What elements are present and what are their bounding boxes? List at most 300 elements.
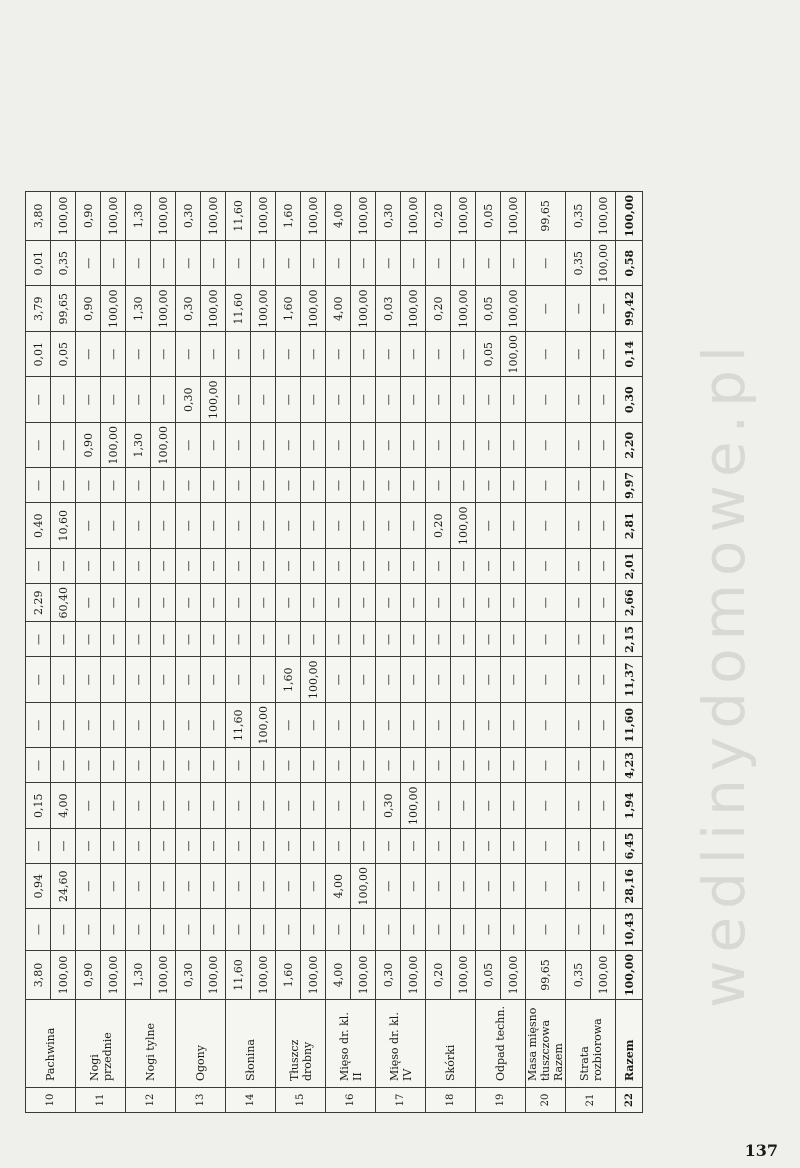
table-cell: — xyxy=(401,548,426,583)
row-label: Mięso dr. kl. IV xyxy=(376,1000,426,1088)
table-cell: 99,65 xyxy=(526,191,566,240)
table-cell: — xyxy=(426,783,451,829)
table-cell: — xyxy=(276,503,301,549)
table-cell: — xyxy=(351,702,376,748)
table-cell: 9,97 xyxy=(616,468,643,503)
table-cell: — xyxy=(476,622,501,657)
table-cell: 28,16 xyxy=(616,863,643,909)
table-cell: — xyxy=(351,657,376,703)
table-cell: 0,90 xyxy=(76,422,101,468)
table-cell: — xyxy=(476,657,501,703)
table-cell: — xyxy=(126,909,151,950)
table-cell: — xyxy=(351,468,376,503)
table-cell: — xyxy=(591,657,616,703)
table-cell: — xyxy=(401,702,426,748)
table-row xyxy=(376,191,401,1112)
table-cell: 100,00 xyxy=(401,286,426,332)
table-cell: — xyxy=(451,240,476,286)
table-cell: 1,60 xyxy=(276,286,301,332)
table-cell: — xyxy=(26,702,51,748)
table-cell: — xyxy=(451,622,476,657)
table-cell: — xyxy=(451,468,476,503)
table-cell: 0,30 xyxy=(616,377,643,423)
table-cell: — xyxy=(476,909,501,950)
table-cell: — xyxy=(151,702,176,748)
row-label: Nogi tylne xyxy=(126,1000,176,1088)
table-cell: — xyxy=(151,748,176,783)
table-cell: 0,20 xyxy=(426,286,451,332)
table-cell: — xyxy=(401,422,426,468)
table-cell: — xyxy=(566,468,591,503)
table-cell: — xyxy=(426,422,451,468)
table-cell: — xyxy=(276,702,301,748)
table-cell: — xyxy=(101,863,126,909)
table-cell: — xyxy=(301,377,326,423)
table-cell: — xyxy=(501,377,526,423)
table-cell: — xyxy=(26,548,51,583)
table-cell: — xyxy=(251,331,276,377)
table-cell: — xyxy=(376,331,401,377)
table-cell: 100,00 xyxy=(501,191,526,240)
table-cell: — xyxy=(176,583,201,622)
table-row xyxy=(566,191,591,1112)
table-cell: — xyxy=(226,748,251,783)
row-number: 22 xyxy=(616,1088,643,1113)
table-cell: — xyxy=(351,622,376,657)
table-cell: 4,23 xyxy=(616,748,643,783)
table-cell: 99,65 xyxy=(51,286,76,332)
table-cell: 0,30 xyxy=(176,191,201,240)
table-row xyxy=(126,191,151,1112)
table-cell: — xyxy=(326,583,351,622)
table-cell: — xyxy=(376,702,401,748)
table-cell: — xyxy=(401,622,426,657)
table-cell: 100,00 xyxy=(251,191,276,240)
row-label: Razem xyxy=(616,1000,643,1088)
table-cell: — xyxy=(451,331,476,377)
table-row xyxy=(426,191,451,1112)
table-cell: — xyxy=(476,748,501,783)
table-cell: — xyxy=(526,909,566,950)
table-cell: — xyxy=(376,583,401,622)
table-cell: — xyxy=(376,828,401,863)
table-cell: 0,35 xyxy=(51,240,76,286)
table-cell: 2,81 xyxy=(616,503,643,549)
table-cell: 100,00 xyxy=(451,286,476,332)
table-cell: 11,60 xyxy=(226,702,251,748)
table-cell: — xyxy=(276,583,301,622)
table-cell: — xyxy=(376,909,401,950)
table-cell: 3,79 xyxy=(26,286,51,332)
table-cell: — xyxy=(76,657,101,703)
table-cell: — xyxy=(351,828,376,863)
table-cell: 100,00 xyxy=(591,950,616,999)
table-cell: — xyxy=(526,828,566,863)
table-cell: 100,00 xyxy=(251,286,276,332)
table-cell: — xyxy=(376,377,401,423)
table-cell: — xyxy=(326,331,351,377)
table-cell: — xyxy=(251,622,276,657)
table-cell: — xyxy=(566,622,591,657)
table-cell: 100,00 xyxy=(51,191,76,240)
table-cell: — xyxy=(276,783,301,829)
table-cell: 100,00 xyxy=(401,950,426,999)
table-cell: — xyxy=(301,583,326,622)
row-label: Mięso dr. kl. II xyxy=(326,1000,376,1088)
table-cell: 1,30 xyxy=(126,950,151,999)
table-cell: 4,00 xyxy=(51,783,76,829)
table-cell: — xyxy=(276,468,301,503)
table-cell: — xyxy=(301,422,326,468)
table-cell: — xyxy=(376,748,401,783)
table-cell: — xyxy=(176,240,201,286)
table-cell: — xyxy=(401,331,426,377)
table-cell: — xyxy=(126,622,151,657)
table-cell: — xyxy=(76,331,101,377)
table-cell: — xyxy=(476,548,501,583)
table-cell: — xyxy=(501,702,526,748)
table-row xyxy=(326,191,351,1112)
table-cell: — xyxy=(176,783,201,829)
table-cell: — xyxy=(451,548,476,583)
table-cell: — xyxy=(151,828,176,863)
table-cell: — xyxy=(76,503,101,549)
table-cell: — xyxy=(251,583,276,622)
table-cell: — xyxy=(301,702,326,748)
table-cell: — xyxy=(276,622,301,657)
row-label: Pachwina xyxy=(26,1000,76,1088)
table-cell: — xyxy=(226,548,251,583)
table-cell: — xyxy=(151,657,176,703)
table-cell: 4,00 xyxy=(326,863,351,909)
table-cell: — xyxy=(591,909,616,950)
table-cell: — xyxy=(26,748,51,783)
table-cell: — xyxy=(226,331,251,377)
table-cell: — xyxy=(451,909,476,950)
table-cell: 24,60 xyxy=(51,863,76,909)
table-cell: — xyxy=(326,828,351,863)
table-cell: — xyxy=(51,909,76,950)
table-cell: — xyxy=(591,583,616,622)
table-cell: — xyxy=(76,863,101,909)
table-cell: — xyxy=(276,377,301,423)
table-cell: — xyxy=(101,657,126,703)
table-cell: — xyxy=(376,863,401,909)
table-cell: — xyxy=(476,583,501,622)
table-cell: — xyxy=(26,468,51,503)
row-label: Strata rozbiorowa xyxy=(566,1000,616,1088)
table-cell: — xyxy=(426,377,451,423)
table-cell: — xyxy=(451,583,476,622)
table-cell: — xyxy=(76,748,101,783)
table-cell: — xyxy=(176,909,201,950)
table-row xyxy=(301,191,326,1112)
table-cell: — xyxy=(591,622,616,657)
table-cell: — xyxy=(276,548,301,583)
table-cell: — xyxy=(26,657,51,703)
table-cell: — xyxy=(176,331,201,377)
table-cell: — xyxy=(401,377,426,423)
table-cell: — xyxy=(501,748,526,783)
table-cell: — xyxy=(101,583,126,622)
table-cell: — xyxy=(591,468,616,503)
table-cell: — xyxy=(326,702,351,748)
table-cell: — xyxy=(251,863,276,909)
table-cell: — xyxy=(251,828,276,863)
table-cell: — xyxy=(201,783,226,829)
table-cell: — xyxy=(326,783,351,829)
table-cell: 0,05 xyxy=(476,286,501,332)
table-cell: — xyxy=(201,863,226,909)
table-cell: — xyxy=(151,863,176,909)
row-label: Nogi przednie xyxy=(76,1000,126,1088)
table-cell: — xyxy=(591,702,616,748)
table-cell: — xyxy=(526,783,566,829)
table-cell: 2,66 xyxy=(616,583,643,622)
table-cell: 0,30 xyxy=(376,783,401,829)
table-cell: — xyxy=(151,622,176,657)
table-cell: — xyxy=(101,702,126,748)
table-row xyxy=(251,191,276,1112)
table-cell: 6,45 xyxy=(616,828,643,863)
table-cell: — xyxy=(76,377,101,423)
table-cell: — xyxy=(351,377,376,423)
table-cell: 100,00 xyxy=(151,286,176,332)
table-cell: — xyxy=(101,748,126,783)
table-cell: — xyxy=(526,622,566,657)
table-cell: — xyxy=(526,657,566,703)
table-cell: — xyxy=(591,377,616,423)
table-cell: — xyxy=(51,548,76,583)
row-label: Skórki xyxy=(426,1000,476,1088)
table-cell: — xyxy=(501,548,526,583)
table-cell: — xyxy=(301,828,326,863)
table-cell: — xyxy=(201,548,226,583)
table-cell: — xyxy=(451,828,476,863)
table-cell: — xyxy=(376,657,401,703)
table-cell: — xyxy=(226,657,251,703)
table-cell: — xyxy=(326,240,351,286)
table-cell: 0,03 xyxy=(376,286,401,332)
table-cell: — xyxy=(526,331,566,377)
table-cell: — xyxy=(476,863,501,909)
table-cell: — xyxy=(301,468,326,503)
table-cell: — xyxy=(326,657,351,703)
table-cell: — xyxy=(176,503,201,549)
table-cell: — xyxy=(501,828,526,863)
table-cell: — xyxy=(501,583,526,622)
table-cell: 100,00 xyxy=(201,950,226,999)
table-cell: — xyxy=(526,702,566,748)
table-cell: 1,60 xyxy=(276,950,301,999)
table-cell: — xyxy=(376,548,401,583)
table-cell: — xyxy=(101,468,126,503)
table-cell: — xyxy=(251,422,276,468)
table-cell: — xyxy=(301,503,326,549)
table-cell: — xyxy=(126,548,151,583)
table-cell: 100,00 xyxy=(301,950,326,999)
table-cell: — xyxy=(351,240,376,286)
table-cell: 100,00 xyxy=(451,191,476,240)
table-cell: 0,94 xyxy=(26,863,51,909)
table-cell: — xyxy=(151,503,176,549)
table-cell: — xyxy=(566,422,591,468)
row-number: 12 xyxy=(126,1088,176,1113)
table-cell: — xyxy=(566,828,591,863)
table-cell: — xyxy=(451,422,476,468)
table-cell: — xyxy=(301,622,326,657)
table-cell: — xyxy=(566,548,591,583)
table-cell: — xyxy=(151,548,176,583)
table-cell: — xyxy=(376,240,401,286)
table-cell: — xyxy=(326,748,351,783)
table-cell: 100,00 xyxy=(101,191,126,240)
table-cell: — xyxy=(401,503,426,549)
table-cell: 11,60 xyxy=(616,702,643,748)
table-cell: — xyxy=(276,909,301,950)
table-cell: — xyxy=(276,863,301,909)
row-number: 19 xyxy=(476,1088,526,1113)
table-cell: — xyxy=(201,240,226,286)
table-cell: — xyxy=(426,828,451,863)
table-cell: — xyxy=(276,748,301,783)
table-cell: — xyxy=(501,863,526,909)
table-cell: 100,00 xyxy=(616,950,643,999)
table-cell: — xyxy=(276,331,301,377)
table-cell: 60,40 xyxy=(51,583,76,622)
table-cell: — xyxy=(176,548,201,583)
table-cell: — xyxy=(426,331,451,377)
table-cell: — xyxy=(451,783,476,829)
table-cell: 0,14 xyxy=(616,331,643,377)
table-cell: — xyxy=(201,622,226,657)
table-cell: — xyxy=(376,422,401,468)
table-cell: 100,00 xyxy=(101,950,126,999)
table-cell: 100,00 xyxy=(151,191,176,240)
table-cell: — xyxy=(401,657,426,703)
table-cell: — xyxy=(376,503,401,549)
table-row xyxy=(276,191,301,1112)
table-cell: — xyxy=(276,422,301,468)
table-cell: 2,20 xyxy=(616,422,643,468)
table-cell: — xyxy=(101,503,126,549)
table-cell: — xyxy=(151,583,176,622)
table-cell: — xyxy=(591,331,616,377)
table-cell: — xyxy=(26,422,51,468)
table-cell: 0,30 xyxy=(376,950,401,999)
table-cell: 4,00 xyxy=(326,191,351,240)
table-cell: — xyxy=(591,286,616,332)
row-label: Odpad techn. xyxy=(476,1000,526,1088)
table-cell: 3,80 xyxy=(26,950,51,999)
row-number: 13 xyxy=(176,1088,226,1113)
table-cell: 100,00 xyxy=(591,191,616,240)
table-cell: — xyxy=(126,828,151,863)
table-cell: — xyxy=(101,909,126,950)
table-cell: — xyxy=(126,783,151,829)
table-cell: — xyxy=(566,377,591,423)
table-cell: 100,00 xyxy=(301,191,326,240)
table-cell: — xyxy=(26,622,51,657)
table-cell: — xyxy=(201,828,226,863)
table-cell: — xyxy=(176,657,201,703)
table-cell: — xyxy=(201,702,226,748)
table-row xyxy=(451,191,476,1112)
table-cell: 1,94 xyxy=(616,783,643,829)
table-cell: — xyxy=(76,583,101,622)
table-row xyxy=(101,191,126,1112)
table-cell: — xyxy=(176,748,201,783)
table-cell: — xyxy=(101,622,126,657)
table-cell: 100,00 xyxy=(501,331,526,377)
row-number: 21 xyxy=(566,1088,616,1113)
table-cell: — xyxy=(201,909,226,950)
table-cell: — xyxy=(451,702,476,748)
table-cell: — xyxy=(201,583,226,622)
table-cell: 100,00 xyxy=(501,286,526,332)
table-cell: — xyxy=(301,331,326,377)
table-cell: — xyxy=(251,240,276,286)
row-number: 10 xyxy=(26,1088,76,1113)
table-cell: — xyxy=(351,548,376,583)
table-cell: — xyxy=(401,748,426,783)
table-cell: — xyxy=(501,783,526,829)
table-cell: — xyxy=(301,548,326,583)
table-cell: — xyxy=(351,748,376,783)
table-cell: 100,00 xyxy=(401,783,426,829)
table-cell: — xyxy=(51,657,76,703)
table-cell: 0,30 xyxy=(176,950,201,999)
table-cell: — xyxy=(526,863,566,909)
table-cell: — xyxy=(566,702,591,748)
table-cell: 2,29 xyxy=(26,583,51,622)
table-cell: — xyxy=(326,622,351,657)
table-cell: — xyxy=(151,377,176,423)
table-cell: — xyxy=(226,828,251,863)
table-cell: — xyxy=(226,377,251,423)
table-cell: — xyxy=(351,331,376,377)
table-cell: — xyxy=(176,863,201,909)
table-cell: — xyxy=(226,909,251,950)
table-cell: — xyxy=(251,548,276,583)
table-cell: 100,00 xyxy=(591,240,616,286)
table-cell: — xyxy=(426,468,451,503)
table-cell: — xyxy=(101,783,126,829)
table-cell: — xyxy=(226,422,251,468)
table-cell: — xyxy=(301,909,326,950)
table-cell: 0,30 xyxy=(376,191,401,240)
table-cell: — xyxy=(501,909,526,950)
table-cell: — xyxy=(76,468,101,503)
table-row xyxy=(616,191,643,1112)
table-cell: 100,00 xyxy=(501,950,526,999)
table-cell: — xyxy=(76,622,101,657)
table-cell: 4,00 xyxy=(326,286,351,332)
table-cell: 0,01 xyxy=(26,331,51,377)
table-cell: — xyxy=(176,468,201,503)
table-cell: — xyxy=(226,583,251,622)
table-cell: — xyxy=(126,583,151,622)
row-label: Tłuszcz drobny xyxy=(276,1000,326,1088)
row-number: 11 xyxy=(76,1088,126,1113)
table-cell: — xyxy=(326,422,351,468)
table-cell: 1,60 xyxy=(276,657,301,703)
table-cell: — xyxy=(591,548,616,583)
table-cell: — xyxy=(401,468,426,503)
table-cell: — xyxy=(591,863,616,909)
table-cell: — xyxy=(526,548,566,583)
table-cell: — xyxy=(51,622,76,657)
